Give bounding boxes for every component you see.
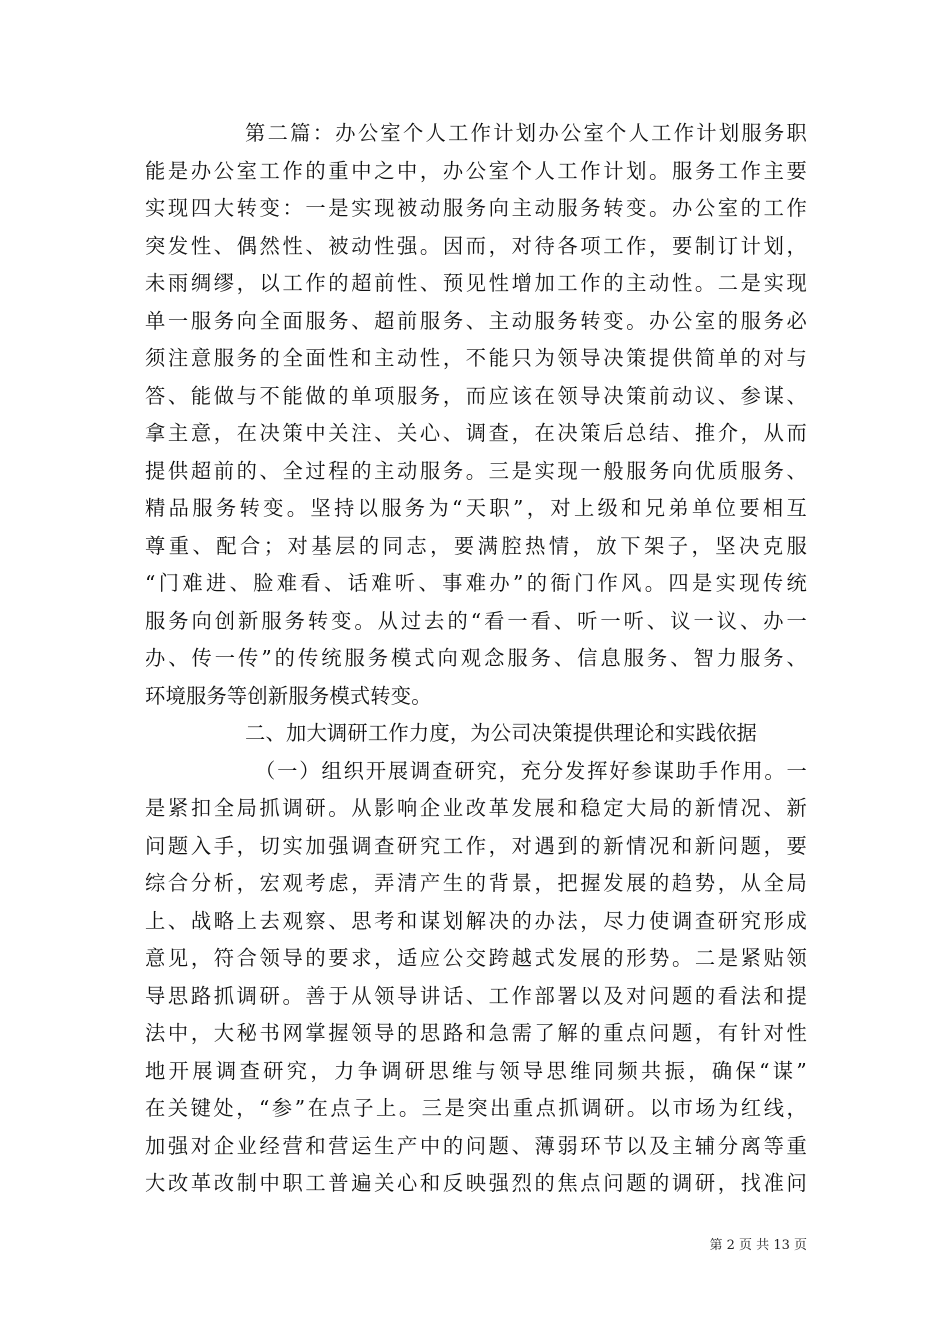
intro-line: 须注意服务的全面性和主动性，不能只为领导决策提供简单的对与 — [145, 346, 807, 370]
research-line: 在关键处，“参”在点子上。三是突出重点抓调研。以市场为红线， — [145, 1096, 807, 1120]
intro-line: 环境服务等创新服务模式转变。 — [145, 683, 432, 708]
intro-line: 单一服务向全面服务、超前服务、主动服务转变。办公室的服务必 — [145, 308, 807, 333]
intro-line: 实现四大转变：一是实现被动服务向主动服务转变。办公室的工作 — [145, 196, 807, 220]
intro-line: 第二篇：办公室个人工作计划办公室个人工作计划服务职 — [245, 121, 807, 145]
intro-line: 未雨绸缪，以工作的超前性、预见性增加工作的主动性。二是实现 — [145, 271, 807, 295]
research-line: 导思路抓调研。善于从领导讲话、工作部署以及对问题的看法和提 — [145, 983, 807, 1008]
research-line: 大改革改制中职工普遍关心和反映强烈的焦点问题的调研，找准问 — [145, 1171, 807, 1195]
intro-line: 突发性、偶然性、被动性强。因而，对待各项工作，要制订计划， — [145, 233, 807, 258]
intro-line: 拿主意，在决策中关注、关心、调查，在决策后总结、推介，从而 — [145, 421, 807, 445]
intro-line: 服务向创新服务转变。从过去的“看一看、听一听、议一议、办一 — [145, 608, 807, 633]
research-line: 地开展调查研究，力争调研思维与领导思维同频共振，确保“谋” — [145, 1058, 807, 1083]
intro-line: “门难进、脸难看、话难听、事难办”的衙门作风。四是实现传统 — [145, 571, 807, 595]
intro-line: 办、传一传”的传统服务模式向观念服务、信息服务、智力服务、 — [145, 646, 807, 670]
research-line: 加强对企业经营和营运生产中的问题、薄弱环节以及主辅分离等重 — [145, 1133, 807, 1158]
section-heading: 二、加大调研工作力度，为公司决策提供理论和实践依据 — [245, 721, 758, 745]
research-line: 问题入手，切实加强调查研究工作，对遇到的新情况和新问题，要 — [145, 833, 807, 858]
paragraph-research — [145, 753, 807, 1203]
research-line: 是紧扣全局抓调研。从影响企业改革发展和稳定大局的新情况、新 — [145, 796, 807, 820]
intro-line: 提供超前的、全过程的主动服务。三是实现一般服务向优质服务、 — [145, 458, 807, 483]
intro-line: 精品服务转变。坚持以服务为“天职”，对上级和兄弟单位要相互 — [145, 496, 807, 520]
intro-line: 答、能做与不能做的单项服务，而应该在领导决策前动议、参谋、 — [145, 383, 807, 408]
intro-line: 尊重、配合；对基层的同志，要满腔热情，放下架子，坚决克服 — [145, 533, 807, 558]
research-line: （一）组织开展调查研究，充分发挥好参谋助手作用。一 — [255, 758, 807, 783]
research-line: 意见，符合领导的要求，适应公交跨越式发展的形势。二是紧贴领 — [145, 946, 807, 970]
document-body — [145, 115, 807, 1203]
intro-line: 能是办公室工作的重中之中，办公室个人工作计划。服务工作主要 — [145, 158, 807, 183]
research-line: 上、战略上去观察、思考和谋划解决的办法，尽力使调查研究形成 — [145, 908, 807, 933]
paragraph-intro — [145, 115, 807, 715]
page-number: 第 2 页 共 13 页 — [709, 1238, 807, 1253]
research-line: 法中，大秘书网掌握领导的思路和急需了解的重点问题，有针对性 — [145, 1021, 807, 1045]
research-line: 综合分析，宏观考虑，弄清产生的背景，把握发展的趋势，从全局 — [145, 871, 807, 895]
